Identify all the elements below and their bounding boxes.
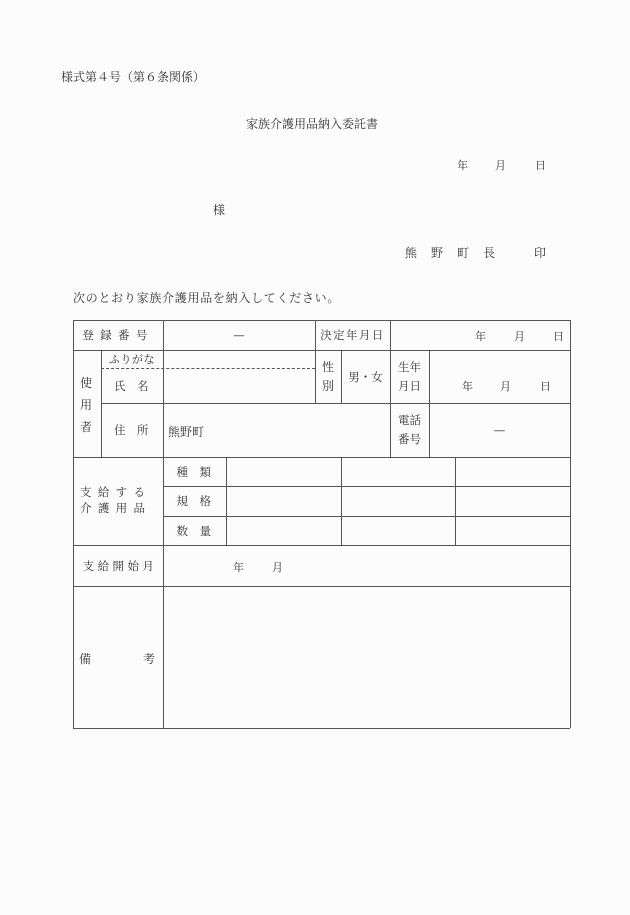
start-month-label: 支給開始月 — [82, 558, 158, 573]
supply-quantity-field-3[interactable] — [455, 516, 570, 545]
table-border — [73, 728, 570, 729]
decision-year: 年 — [475, 330, 486, 343]
decision-day: 日 — [553, 330, 564, 343]
seal-mark: 印 — [534, 246, 547, 260]
table-border — [73, 320, 74, 728]
birth-year: 年 — [462, 380, 473, 393]
birth-label-line: 月日 — [398, 379, 421, 393]
decision-month: 月 — [514, 330, 525, 343]
furigana-label: ふりがな — [108, 353, 156, 366]
supply-type-label: 種類 — [176, 464, 223, 479]
remarks-field[interactable] — [164, 587, 569, 727]
name-field[interactable] — [163, 368, 315, 403]
date-year: 年 — [457, 159, 468, 172]
supply-quantity-field-2[interactable] — [341, 516, 455, 545]
phone-label-line: 番号 — [398, 432, 421, 446]
name-label: 氏名 — [114, 378, 160, 393]
birth-date-label — [398, 358, 421, 396]
table-border — [570, 320, 571, 728]
supply-type-field-2[interactable] — [341, 457, 455, 486]
birth-month: 月 — [500, 380, 511, 393]
supplies-label-line: 支給する — [80, 485, 152, 499]
phone-label-line: 電話 — [398, 413, 421, 427]
supplies-group-label — [80, 484, 151, 516]
date-month: 月 — [495, 159, 506, 172]
supplies-label-line: 介護用品 — [80, 501, 152, 515]
remarks-label-left: 備 — [79, 652, 92, 666]
issuer-char: 町 — [457, 246, 470, 260]
supply-type-field-1[interactable] — [226, 457, 341, 486]
form-number: 様式第４号（第６条関係） — [61, 70, 206, 84]
supply-spec-field-1[interactable] — [226, 486, 341, 516]
document-title: 家族介護用品納入委託書 — [246, 117, 379, 131]
phone-label — [398, 411, 421, 449]
addressee-suffix: 様 — [213, 203, 226, 217]
decision-date-label: 決定年月日 — [320, 328, 385, 342]
address-field[interactable]: 熊野町 — [168, 425, 205, 439]
issuer-char: 長 — [483, 246, 496, 260]
issuer-char: 熊 — [405, 246, 418, 260]
registration-number-field[interactable]: — — [233, 328, 245, 342]
instruction-text: 次のとおり家族介護用品を納入してください。 — [73, 291, 341, 305]
supply-type-field-3[interactable] — [455, 457, 570, 486]
issuer-char: 野 — [431, 246, 444, 260]
table-border — [390, 320, 391, 457]
birth-label-line: 生年 — [398, 360, 421, 374]
supply-quantity-field-1[interactable] — [226, 516, 341, 545]
supply-spec-field-2[interactable] — [341, 486, 455, 516]
supply-spec-field-3[interactable] — [455, 486, 570, 516]
start-year: 年 — [233, 561, 244, 574]
supply-quantity-label: 数量 — [176, 523, 223, 538]
birth-day: 日 — [540, 380, 551, 393]
gender-label: 性別 — [322, 360, 335, 393]
remarks-label-right: 考 — [143, 652, 156, 666]
start-month: 月 — [272, 561, 283, 574]
gender-field[interactable]: 男・女 — [348, 369, 383, 384]
furigana-field[interactable] — [163, 350, 315, 368]
phone-field[interactable]: — — [493, 423, 506, 437]
user-group-label: 使用者 — [80, 376, 93, 434]
registration-label: 登録番号 — [82, 328, 154, 342]
date-day: 日 — [535, 159, 546, 172]
supply-spec-label: 規格 — [176, 494, 223, 508]
address-label: 住所 — [114, 423, 160, 437]
